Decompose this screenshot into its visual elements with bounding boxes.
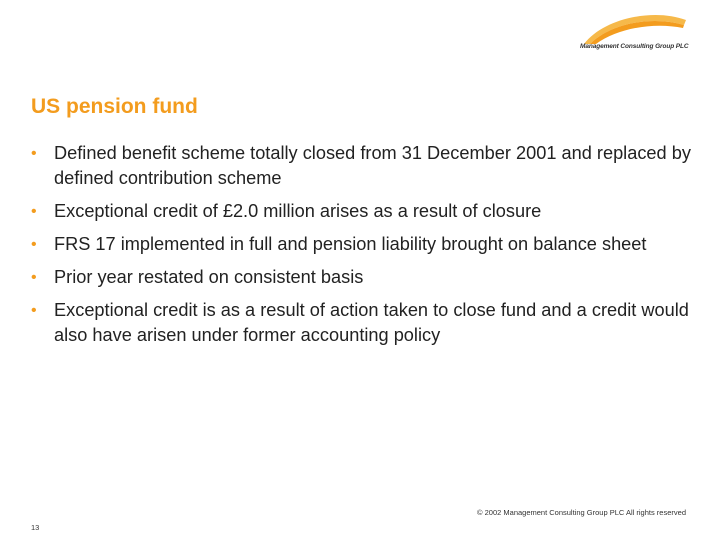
bullet-dot-icon: • [31, 145, 37, 162]
bullet-list [31, 141, 691, 356]
bullet-item [31, 232, 691, 257]
bullet-dot-icon: • [31, 203, 37, 220]
bullet-item [31, 298, 691, 348]
company-logo [574, 10, 692, 54]
slide-title: US pension fund [31, 95, 198, 118]
bullet-text: Exceptional credit of £2.0 million arises as a result of closure [54, 201, 542, 221]
page-number: 13 [31, 523, 40, 532]
bullet-dot-icon: • [31, 269, 37, 286]
bullet-text: Defined benefit scheme totally closed from 31 December 2001 and replaced by defined contribution scheme [54, 143, 691, 188]
bullet-dot-icon: • [31, 302, 37, 319]
bullet-item [31, 141, 691, 191]
bullet-text: Exceptional credit is as a result of action taken to close fund and a credit would also have arisen under former accounting policy [54, 300, 689, 345]
bullet-item [31, 265, 691, 290]
bullet-text: Prior year restated on consistent basis [54, 267, 364, 287]
logo-arc-icon [574, 10, 692, 44]
bullet-dot-icon: • [31, 236, 37, 253]
footer-copyright: © 2002 Management Consulting Group PLC All rights reserved [477, 508, 686, 517]
bullet-item [31, 199, 691, 224]
bullet-text: FRS 17 implemented in full and pension liability brought on balance sheet [54, 234, 647, 254]
logo-text: Management Consulting Group PLC [580, 43, 689, 50]
